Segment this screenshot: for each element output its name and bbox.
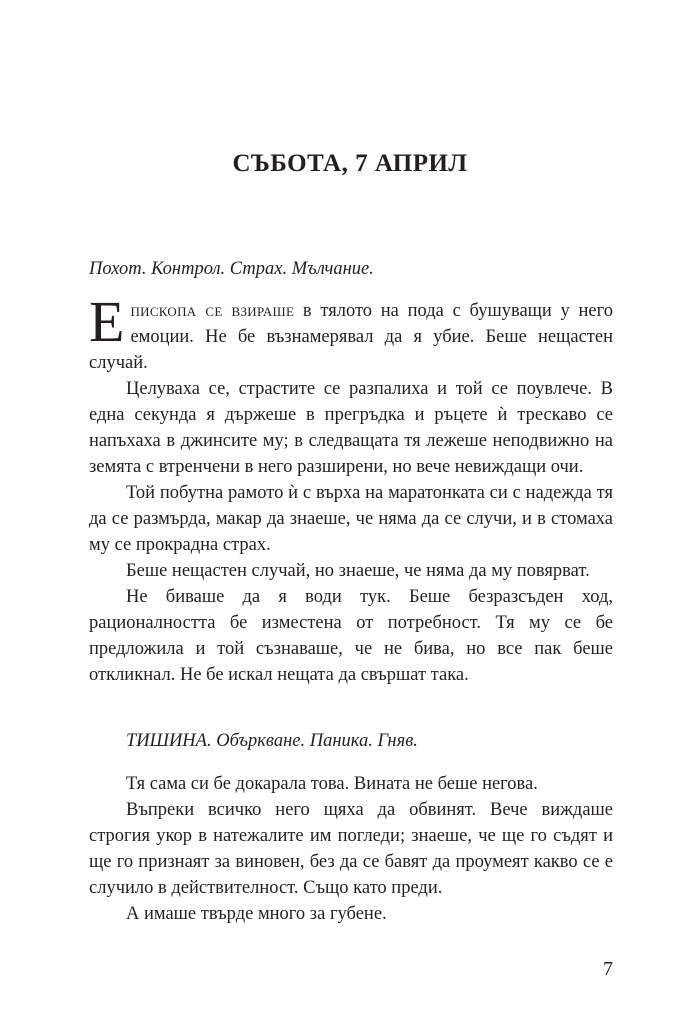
paragraph: Тя сама си бе докарала това. Вината не беше негова. [126, 774, 538, 794]
body-section-2 [89, 771, 613, 927]
paragraph: Целуваха се, страстите се разпалиха и той се поувлече. В една секунда я държеше в прегръдка и ръцете ѝ трескаво се напъхаха в джинсите му; в следващата тя лежеше неподвижно на земята с втренчени в него разширени, но вече невиждащи очи. [89, 379, 613, 477]
paragraph: Не биваше да я води тук. Беше безразсъден ход, рационалността бе изместена от потребност. Тя му се бе предложила и той съзнаваше, че не бива, но все пак беше откликнал. Не бе искал нещата да свършат така. [89, 587, 613, 685]
opening-text: в тялото на пода с бушуващи у него емоции. Не бе възнамерявал да я убие. Беше нещастен случай. [89, 301, 613, 373]
paragraph: Беше нещастен случай, но знаеше, че няма да му повярват. [126, 561, 590, 581]
page-number: 7 [603, 958, 613, 980]
epigraph: Похот. Контрол. Страх. Мълчание. [89, 259, 374, 279]
paragraph: Въпреки всичко него щяха да обвинят. Вече виждаше строгия укор в натежалите им погледи; знаеше, че ще го съдят и ще го признаят за виновен, без да се бавят да проумеят какво се е случило в действителност. Също като преди. [89, 800, 613, 898]
opening-small-caps: пископа се взираше [130, 300, 295, 320]
opening-paragraph [89, 289, 613, 376]
paragraph: А имаше твърде много за губене. [126, 904, 387, 924]
interlude-line: ТИШИНА. Объркване. Паника. Гняв. [126, 731, 418, 751]
body-section-1 [89, 289, 613, 688]
drop-cap-letter: Е [89, 289, 125, 354]
paragraph: Той побутна рамото ѝ с върха на маратонката си с надежда тя да се размърда, макар да знаеше, че няма да се случи, и в стомаха му се прокрадна страх. [89, 483, 613, 555]
chapter-title: СЪБОТА, 7 АПРИЛ [232, 150, 468, 177]
